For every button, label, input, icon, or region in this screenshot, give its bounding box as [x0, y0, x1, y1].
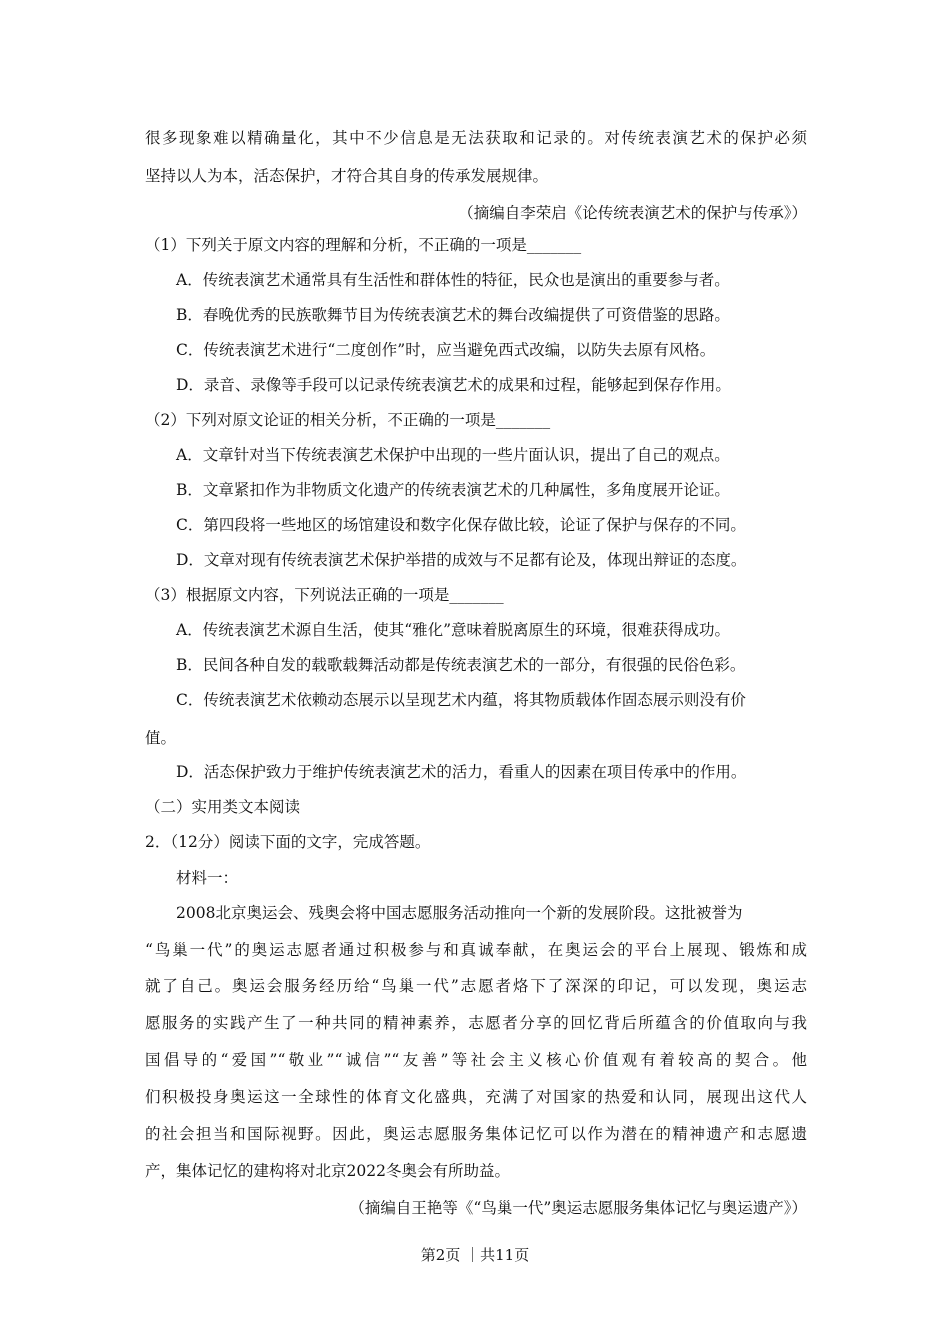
- question-2-stem: （2）下列对原文论证的相关分析，不正确的一项是_______: [145, 411, 551, 429]
- question-1-option-b: B．春晚优秀的民族歌舞节目为传统表演艺术的舞台改编提供了可资借鉴的思路。: [176, 306, 730, 324]
- question-2-option-d: D．文章对现有传统表演艺术保护举措的成效与不足都有论及，体现出辩证的态度。: [176, 551, 747, 569]
- material-line: “鸟巢一代”的奥运志愿者通过积极参与和真诚奉献，在奥运会的平台上展现、锻炼和成: [145, 941, 807, 959]
- question-2-option-a: A．文章针对当下传统表演艺术保护中出现的一些片面认识，提出了自己的观点。: [176, 446, 730, 464]
- question-2-heading: 2．（12分）阅读下面的文字，完成答题。: [145, 833, 431, 851]
- question-3-option-d: D．活态保护致力于维护传统表演艺术的活力，看重人的因素在项目传承中的作用。: [176, 763, 747, 781]
- page-footer: 第2页 ｜共11页: [420, 1246, 530, 1264]
- material-line: 就了自己。奥运会服务经历给“鸟巢一代”志愿者烙下了深深的印记，可以发现，奥运志: [145, 977, 807, 995]
- material-label: 材料一：: [176, 869, 239, 887]
- question-1-option-c: C．传统表演艺术进行“二度创作”时，应当避免西式改编，以防失去原有风格。: [176, 341, 716, 359]
- passage-line: 很多现象难以精确量化，其中不少信息是无法获取和记录的。对传统表演艺术的保护必须: [145, 129, 807, 147]
- question-2-option-b: B．文章紧扣作为非物质文化遗产的传统表演艺术的几种属性，多角度展开论证。: [176, 481, 730, 499]
- material-line: 的社会担当和国际视野。因此，奥运志愿服务集体记忆可以作为潜在的精神遗产和志愿遗: [145, 1125, 807, 1143]
- material-line: 国倡导的“爱国”“敬业”“诚信”“友善”等社会主义核心价值观有着较高的契合。他: [145, 1051, 807, 1069]
- question-3-stem: （3）根据原文内容，下列说法正确的一项是_______: [145, 586, 504, 604]
- passage-line: 坚持以人为本，活态保护，才符合其自身的传承发展规律。: [145, 167, 549, 185]
- question-1-option-d: D．录音、录像等手段可以记录传统表演艺术的成果和过程，能够起到保存作用。: [176, 376, 731, 394]
- question-1-stem: （1）下列关于原文内容的理解和分析，不正确的一项是_______: [145, 236, 582, 254]
- question-2-option-c: C．第四段将一些地区的场馆建设和数字化保存做比较，论证了保护与保存的不同。: [176, 516, 746, 534]
- question-3-option-b: B．民间各种自发的载歌载舞活动都是传统表演艺术的一部分，有很强的民俗色彩。: [176, 656, 746, 674]
- section-heading: （二）实用类文本阅读: [145, 798, 301, 816]
- material-line: 2008北京奥运会、残奥会将中国志愿服务活动推向一个新的发展阶段。这批被誉为: [176, 904, 743, 922]
- question-1-option-a: A．传统表演艺术通常具有生活性和群体性的特征，民众也是演出的重要参与者。: [176, 271, 730, 289]
- source-citation: （摘编自王艳等《“鸟巢一代”奥运志愿服务集体记忆与奥运遗产》）: [349, 1199, 807, 1217]
- material-line: 产，集体记忆的建构将对北京2022冬奥会有所助益。: [145, 1162, 510, 1180]
- source-citation: （摘编自李荣启《论传统表演艺术的保护与传承》）: [458, 204, 807, 222]
- material-line: 们积极投身奥运这一全球性的体育文化盛典，充满了对国家的热爱和认同，展现出这代人: [145, 1088, 807, 1106]
- material-line: 愿服务的实践产生了一种共同的精神素养，志愿者分享的回忆背后所蕴含的价值取向与我: [145, 1014, 807, 1032]
- question-3-option-a: A．传统表演艺术源自生活，使其“雅化”意味着脱离原生的环境，很难获得成功。: [176, 621, 731, 639]
- question-3-option-c-cont: 值。: [145, 729, 177, 747]
- question-3-option-c: C．传统表演艺术依赖动态展示以呈现艺术内蕴，将其物质载体作固态展示则没有价: [176, 691, 746, 709]
